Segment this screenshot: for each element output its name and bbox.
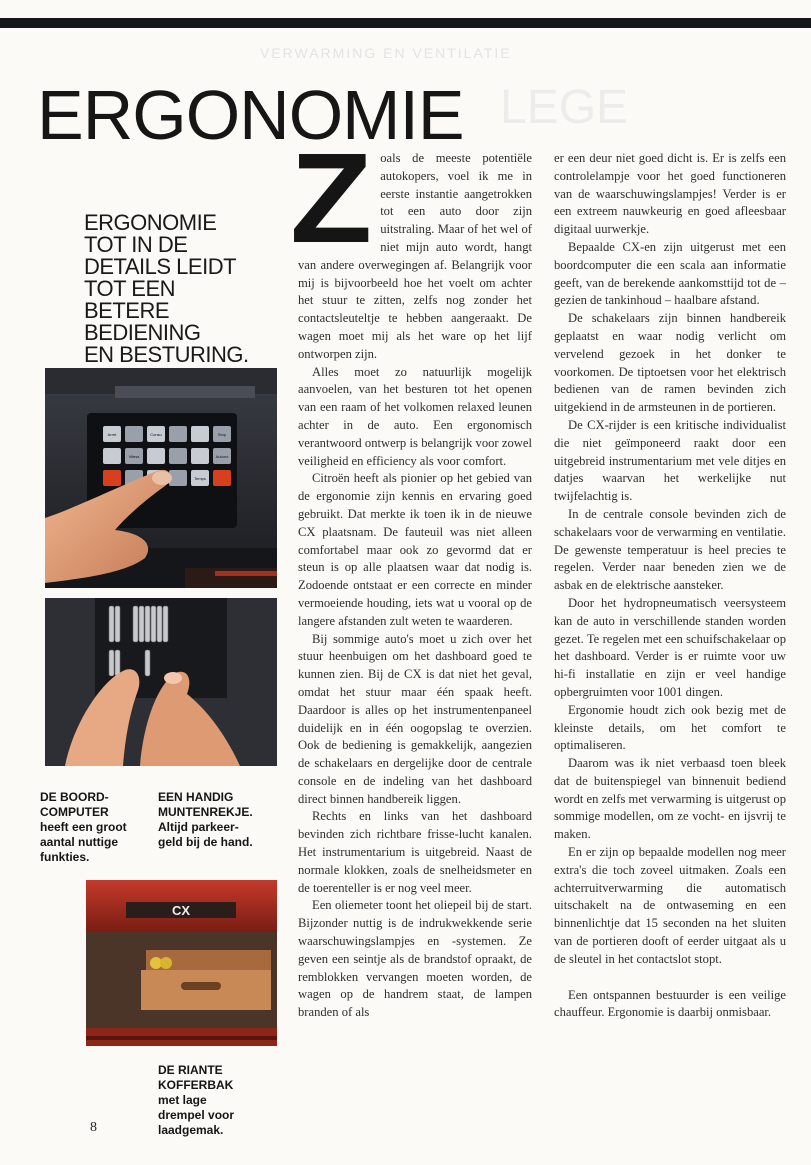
caption-board-computer: DE BOORD- COMPUTER heeft een groot aantal nuttige funkties.	[40, 790, 127, 864]
article-paragraph: Door het hydropneumatisch veersysteem kan de auto in verschillende standen worden gezet. Te regelen met een schuifschakelaar op het dashboard. Verder is er ruimte voor uw hi-fi installatie en zijn er veel handige opbergruimten voor 1001 dingen.	[554, 595, 786, 699]
keypad-key	[103, 448, 121, 464]
page-title: ERGONOMIE	[37, 76, 464, 154]
article-paragraph: Citroën heeft als pionier op het gebied van de ergonomie zijn kennis en ervaring goed gebruikt. Dat merkte ik toen ik in de nieuwe CX plaatsnam. De fauteuil was niet alleen comfortabel maar ook zo gevormd dat er steun is op alle plaatsen waar dat nodig is. Zodoende ontstaat er een correcte en minder vermoeiende houding, iets wat u vooral op de langere afstanden zult weten te waarderen.	[298, 471, 532, 628]
article-paragraph: Een oliemeter toont het oliepeil bij de start. Bijzonder nuttig is de indrukwekkende serie waarschuwingslampjes en -systemen. Ze geven een seintje als de brandstof opraakt, de remblokken vervangen moeten worden, de wagen op de handrem staat, de lampen branden of als	[298, 898, 532, 1020]
keypad-key-label: Vitess	[128, 454, 140, 459]
keypad-key-label: Arret	[107, 432, 117, 437]
article-column-2	[554, 150, 786, 1022]
page-number: 8	[90, 1120, 97, 1135]
keypad-key	[169, 448, 187, 464]
top-rule	[0, 18, 811, 28]
keypad-key-label: Stop	[217, 432, 227, 437]
article-paragraph: Bij sommige auto's moet u zich over het stuur heenbuigen om het dashboard goed te kunnen zien. Bij de CX is dat niet het geval, omdat het stuur maar één spaak heeft. Daardoor is alles op het instrumentenpaneel duidelijk en in één oogopslag te overzien. Ook de bediening is gemakkelijk, aangezien de schakelaars en dergelijke door de centrale console en de indeling van het dashboard direct binnen handbereik liggen.	[298, 631, 532, 806]
article-paragraph: De schakelaars zijn binnen handbereik geplaatst en waar nodig verlicht om vervelend gezoek in het donker te voorkomen. De tiptoetsen voor het elektrisch bedienen van de ramen bevinden zich uitgekiend in de armsteunen in de portieren.	[554, 311, 786, 415]
keypad-key	[103, 470, 121, 486]
subheading-line: BETERE	[84, 298, 170, 323]
article-paragraph: En er zijn op bepaalde modellen nog meer extra's die toch zoveel uitmaken. Zoals een achterruitverwarming die automatisch uitschakelt na de ontwaseming en een binnenlichtje dat 15 seconden na het sluiten van de portieren dooft of eerder uitgaat als u de sleutel in het contactslot stopt.	[554, 845, 786, 966]
coin-rack-illustration	[45, 598, 277, 766]
article-paragraph: Ergonomie houdt zich ook bezig met de kleinste details, om het comfort te optimaliseren.	[554, 702, 786, 753]
drop-cap: Z	[290, 127, 373, 270]
keypad-key-label: Temps	[194, 476, 206, 481]
article-paragraph: Een ontspannen bestuurder is een veilige chauffeur. Ergonomie is daarbij onmisbaar.	[554, 987, 786, 1020]
trunk-illustration	[86, 880, 277, 1046]
subheading-line: DETAILS LEIDT	[84, 254, 237, 279]
caption-coin-rack: EEN HANDIG MUNTENREKJE. Altijd parkeer- geld bij de hand.	[158, 790, 253, 849]
article-paragraph: Daarom was ik niet verbaasd toen bleek dat de buitenspiegel van binnenuit bediend wordt en zelfs met verwarming is uitgerust op sommige modellen, om ze vocht- en ijsvrij te maken.	[554, 756, 786, 842]
caption-trunk: DE RIANTE KOFFERBAK met lage drempel voor laadgemak.	[158, 1063, 235, 1137]
keypad-key-label: Consu	[150, 432, 162, 437]
keypad-key	[213, 470, 231, 486]
article-paragraph: Bepaalde CX-en zijn uitgerust met een boordcomputer die een scala aan informatie geeft, van de berekende aankomsttijd tot de – gezien de tankinhoud – haalbare afstand.	[554, 239, 786, 308]
subheading-line: BEDIENING	[84, 320, 201, 345]
board-computer-photo	[45, 368, 277, 588]
keypad-key	[147, 448, 165, 464]
keypad-key	[125, 426, 143, 442]
keypad-key	[191, 426, 209, 442]
article-paragraph: De CX-rijder is een kritische individualist die niet geïmponeerd raakt door een uitgebreid instrumentarium met vele ditjes en datjes waarvan het werkelijke nut twijfelachtig is.	[554, 417, 786, 504]
article-column-1	[290, 127, 532, 1022]
trunk-photo	[86, 880, 277, 1046]
trunk-badge: CX	[171, 903, 191, 918]
subheading-line: EN BESTURING.	[84, 342, 249, 367]
show-through-heading-large: LEGE	[500, 81, 629, 134]
article-paragraph: er een deur niet goed dicht is. Er is zelfs een controlelampje voor het goed functioneren van de waarschuwingslampjes! Verder is er een extreem nauwkeurig en goed afleesbaar digitaal uurwerkje.	[554, 151, 786, 237]
keypad-key	[169, 426, 187, 442]
board-computer-illustration	[45, 368, 277, 588]
article-paragraph: Alles moet zo natuurlijk mogelijk aanvoelen, van het besturen tot het openen van een raam of het volkomen relaxed leunen achter in de auto. Een ergonomisch verantwoord ontwerp is belangrijk voor zowel veiligheid en efficiency als voor comfort.	[298, 364, 532, 468]
subheading-line: TOT EEN	[84, 276, 176, 301]
coin-rack-photo	[45, 598, 277, 766]
article-paragraph: Zoals de meeste potentiële autokopers, voel ik me in eerste instantie aangetrokken tot een auto door zijn uitstraling. Maar of het wel of niet mijn auto wordt, hangt van andere overwegingen af. Belangrijk voor mij is bijvoorbeeld hoe het voelt om achter het stuur te zitten, zelfs nog zonder het contactsleuteltje te hebben aangeraakt. De wagen moet mij als het ware op het lijf ontworpen zijn.	[290, 127, 532, 361]
subheading-line: ERGONOMIE	[84, 210, 217, 235]
subheading	[84, 212, 284, 366]
show-through-heading: VERWARMING EN VENTILATIE	[260, 45, 512, 61]
article-paragraph: In de centrale console bevinden zich de schakelaars voor de verwarming en ventilatie. De gewenste temperatuur is heel precies te regelen. Verder naar beneden zien we de asbak en de elektrische aansteker.	[554, 506, 786, 593]
keypad-key-label: Autono	[215, 454, 229, 459]
article-paragraph: Rechts en links van het dashboard bevinden zich richtbare frisse-lucht kanalen. Het instrumentarium is uitgebreid. Naast de normale klokken, zoals de snelheidsmeter en de toerenteller is er nog veel meer.	[298, 809, 532, 895]
keypad-key	[191, 448, 209, 464]
subheading-line: TOT IN DE	[84, 232, 188, 257]
